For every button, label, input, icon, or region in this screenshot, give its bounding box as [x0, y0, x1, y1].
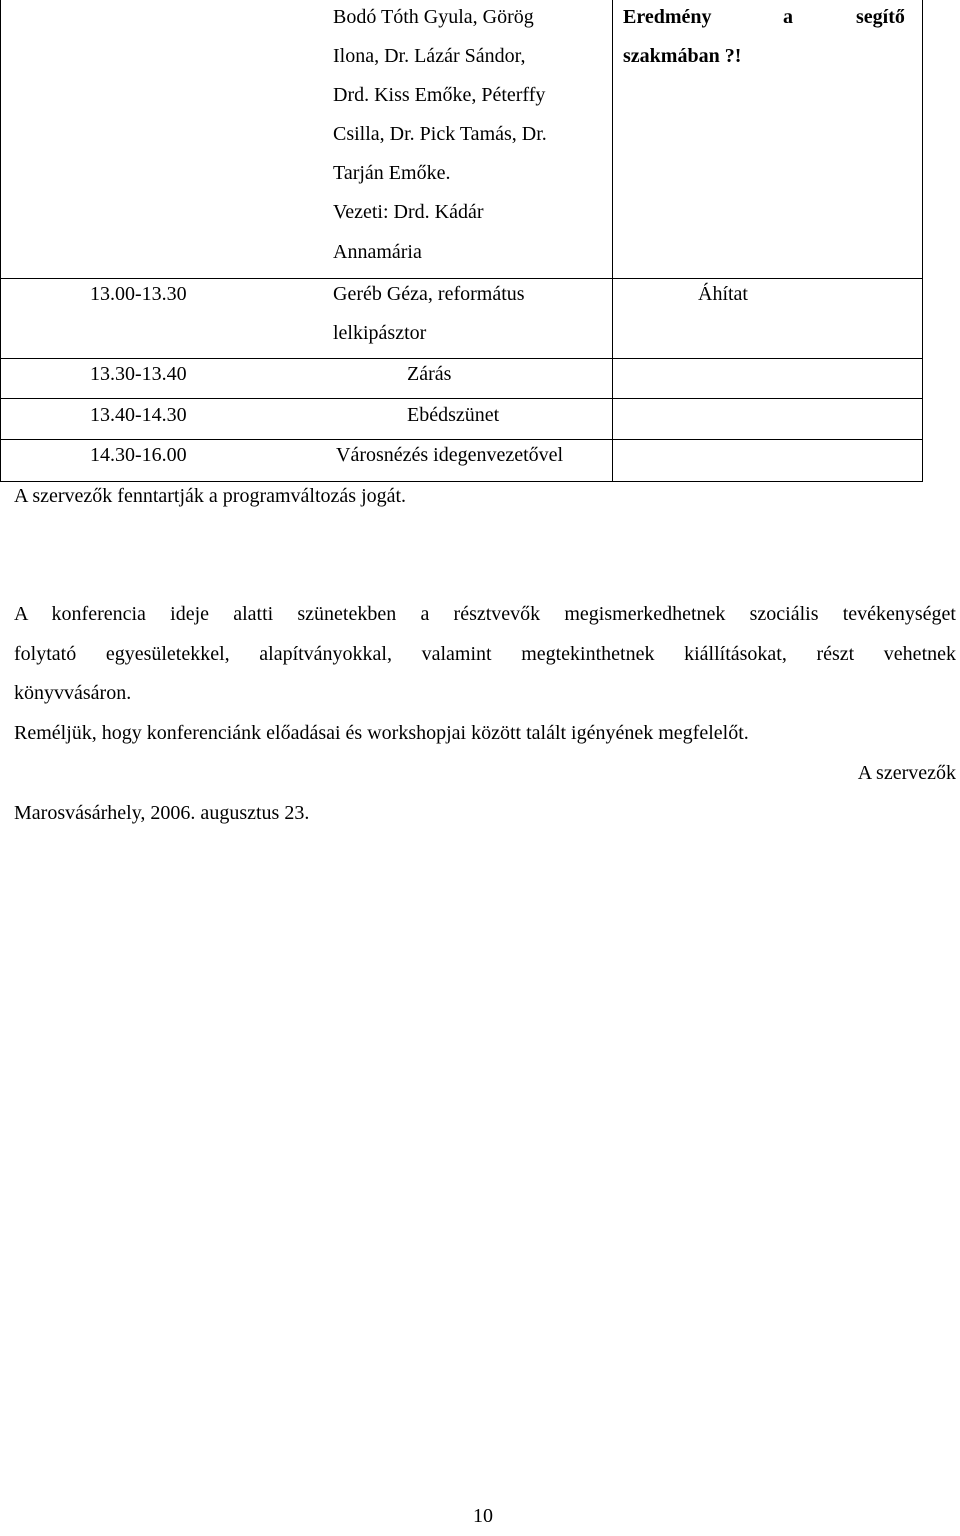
table-right-border [922, 0, 923, 482]
row-time: 14.30-16.00 [90, 444, 187, 466]
speakers-line: Annamária [333, 241, 422, 263]
place-date: Marosvásárhely, 2006. augusztus 23. [14, 802, 310, 824]
row-time: 13.30-13.40 [90, 363, 187, 385]
program-change-note: A szervezők fenntartják a programváltozás jogát. [14, 485, 407, 507]
page-number: 10 [473, 1505, 493, 1527]
row-who: Ebédszünet [407, 404, 500, 426]
session-title-word: Eredmény [623, 6, 712, 28]
paragraph-line: folytató egyesületekkel, alapítványokkal, valamint megtekinthetnek kiállításokat, részt vehetnek [14, 643, 956, 665]
session-title-line: szakmában ?! [623, 45, 742, 67]
signature: A szervezők [857, 762, 956, 784]
row-time: 13.00-13.30 [90, 283, 187, 305]
row-who: Zárás [407, 363, 452, 385]
speakers-line: Csilla, Dr. Pick Tamás, Dr. [333, 123, 547, 145]
row-who: Városnézés idegenvezetővel [336, 444, 564, 466]
speakers-line: Tarján Emőke. [333, 162, 451, 184]
row-who: Geréb Géza, református [333, 283, 525, 305]
speakers-line: Vezeti: Drd. Kádár [333, 201, 484, 223]
table-column-divider [612, 0, 613, 482]
speakers-line: Ilona, Dr. Lázár Sándor, [333, 45, 526, 67]
row-who: lelkipásztor [333, 322, 427, 344]
session-title-word: segítő [856, 6, 905, 28]
speakers-line: Bodó Tóth Gyula, Görög [333, 6, 534, 28]
speakers-line: Drd. Kiss Emőke, Péterffy [333, 84, 546, 106]
session-title-word: a [783, 6, 793, 28]
row-time: 13.40-14.30 [90, 404, 187, 426]
paragraph-line: A konferencia ideje alatti szünetekben a résztvevők megismerkedhetnek szociális tevékenységet [14, 603, 956, 625]
paragraph-line: könyvvásáron. [14, 682, 132, 704]
closing-paragraph: Reméljük, hogy konferenciánk előadásai és workshopjai között talált igényének megfelelőt. [14, 722, 749, 744]
table-left-border [0, 0, 1, 482]
row-what: Áhítat [698, 283, 748, 305]
